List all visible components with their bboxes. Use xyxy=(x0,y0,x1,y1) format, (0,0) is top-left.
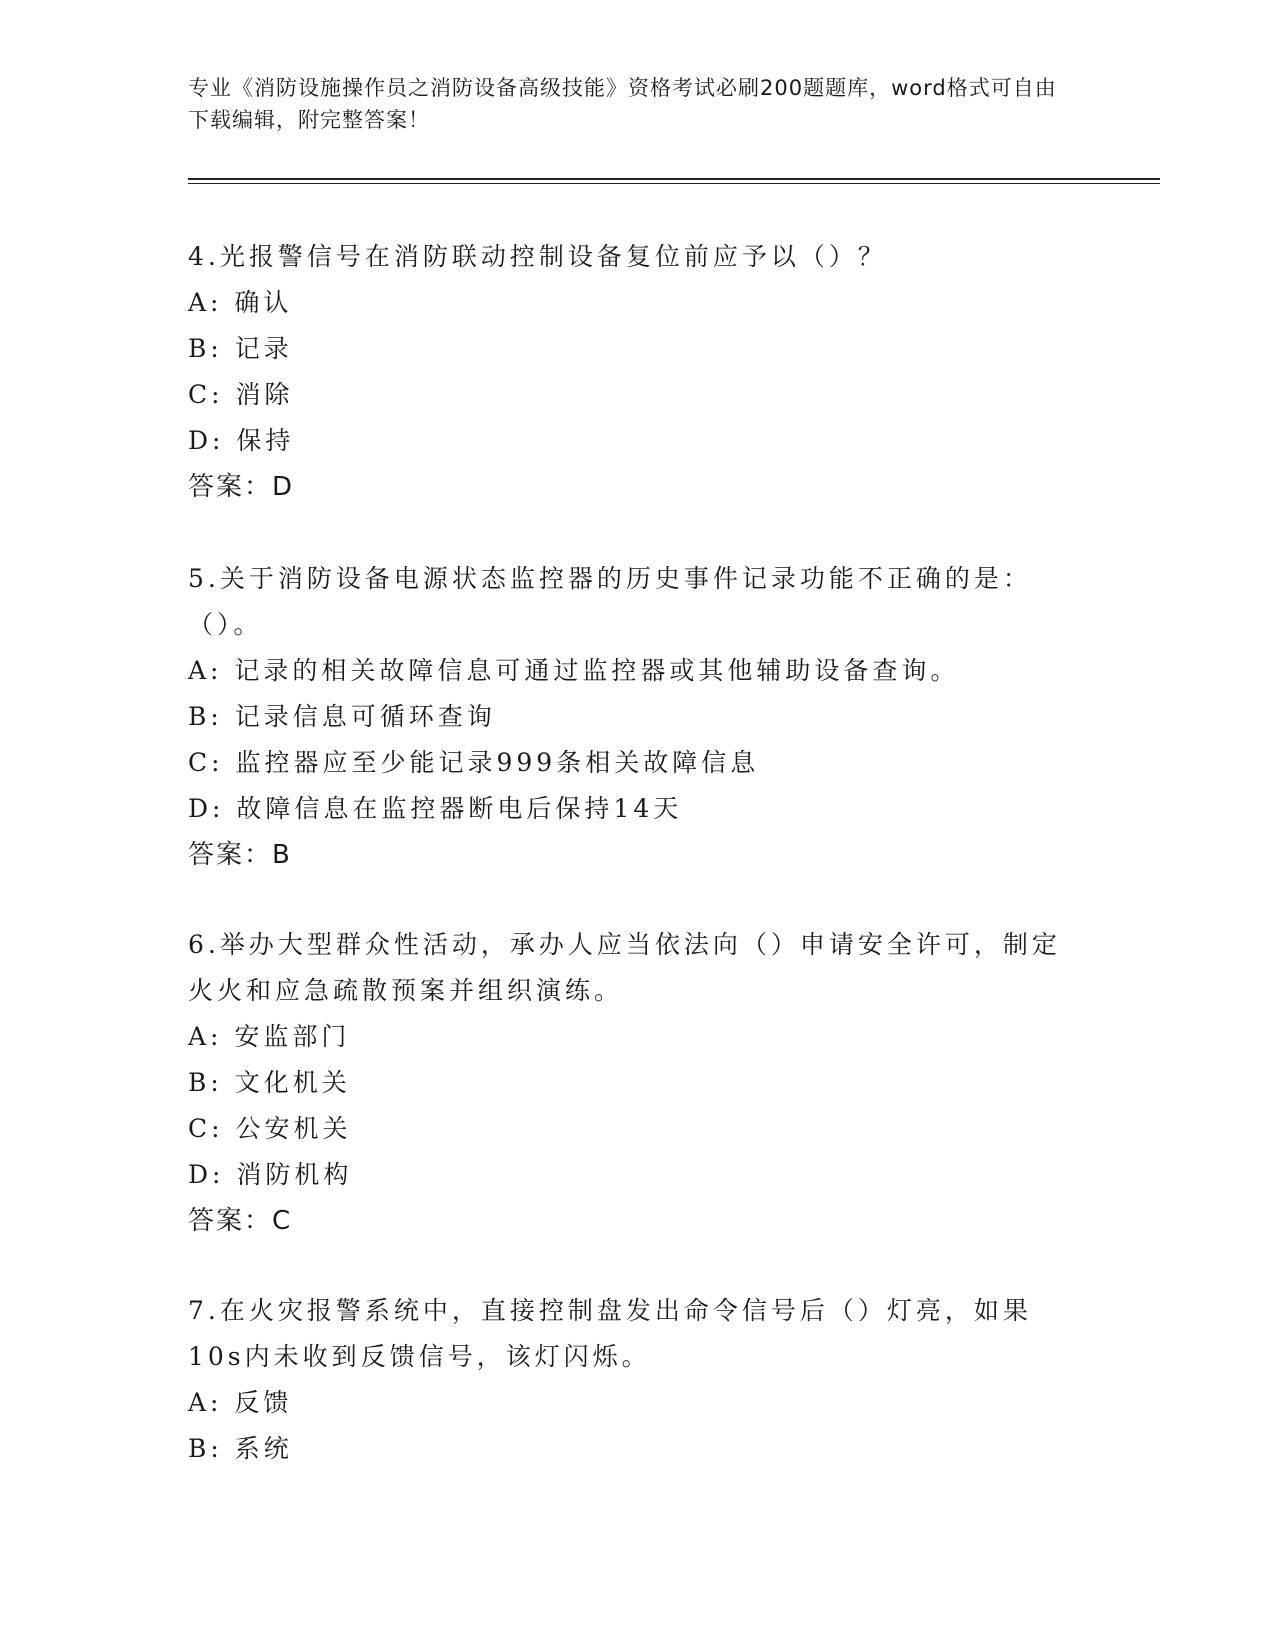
header-rule-thin xyxy=(188,183,1160,184)
answer: 答案：B xyxy=(188,840,292,870)
option-d: D: 保持 xyxy=(188,426,295,455)
answer: 答案：D xyxy=(188,472,295,502)
option-a: A: 记录的相关故障信息可通过监控器或其他辅助设备查询。 xyxy=(188,656,960,685)
option-c: C: 监控器应至少能记录999条相关故障信息 xyxy=(188,748,760,777)
question-stem: 5.关于消防设备电源状态监控器的历史事件记录功能不正确的是：（）。 xyxy=(188,564,1032,639)
question-7 xyxy=(188,1288,1088,1472)
question-stem: 6.举办大型群众性活动，承办人应当依法向（）申请安全许可，制定火火和应急疏散预案并组织演练。 xyxy=(188,930,1061,1005)
option-b: B: 记录 xyxy=(188,334,293,363)
option-b: B: 文化机关 xyxy=(188,1068,351,1097)
option-c: C: 消除 xyxy=(188,380,294,409)
option-a: A: 反馈 xyxy=(188,1388,293,1417)
answer: 答案：C xyxy=(188,1206,293,1236)
option-b: B: 记录信息可循环查询 xyxy=(188,702,496,731)
question-5 xyxy=(188,556,1088,878)
option-a: A: 安监部门 xyxy=(188,1022,351,1051)
option-a: A: 确认 xyxy=(188,288,293,317)
question-6 xyxy=(188,922,1088,1244)
option-c: C: 公安机关 xyxy=(188,1114,352,1143)
header-rule-thick xyxy=(188,178,1160,180)
document-header: 专业《消防设施操作员之消防设备高级技能》资格考试必刷200题题库，word格式可自由下载编辑，附完整答案！ xyxy=(188,76,1057,132)
option-b: B: 系统 xyxy=(188,1434,293,1463)
option-d: D: 消防机构 xyxy=(188,1160,353,1189)
question-stem: 4.光报警信号在消防联动控制设备复位前应予以（）？ xyxy=(188,242,887,271)
question-stem: 7.在火灾报警系统中，直接控制盘发出命令信号后（）灯亮，如果10s内未收到反馈信号，该灯闪烁。 xyxy=(188,1296,1032,1371)
option-d: D: 故障信息在监控器断电后保持14天 xyxy=(188,794,683,823)
question-4 xyxy=(188,234,1088,510)
